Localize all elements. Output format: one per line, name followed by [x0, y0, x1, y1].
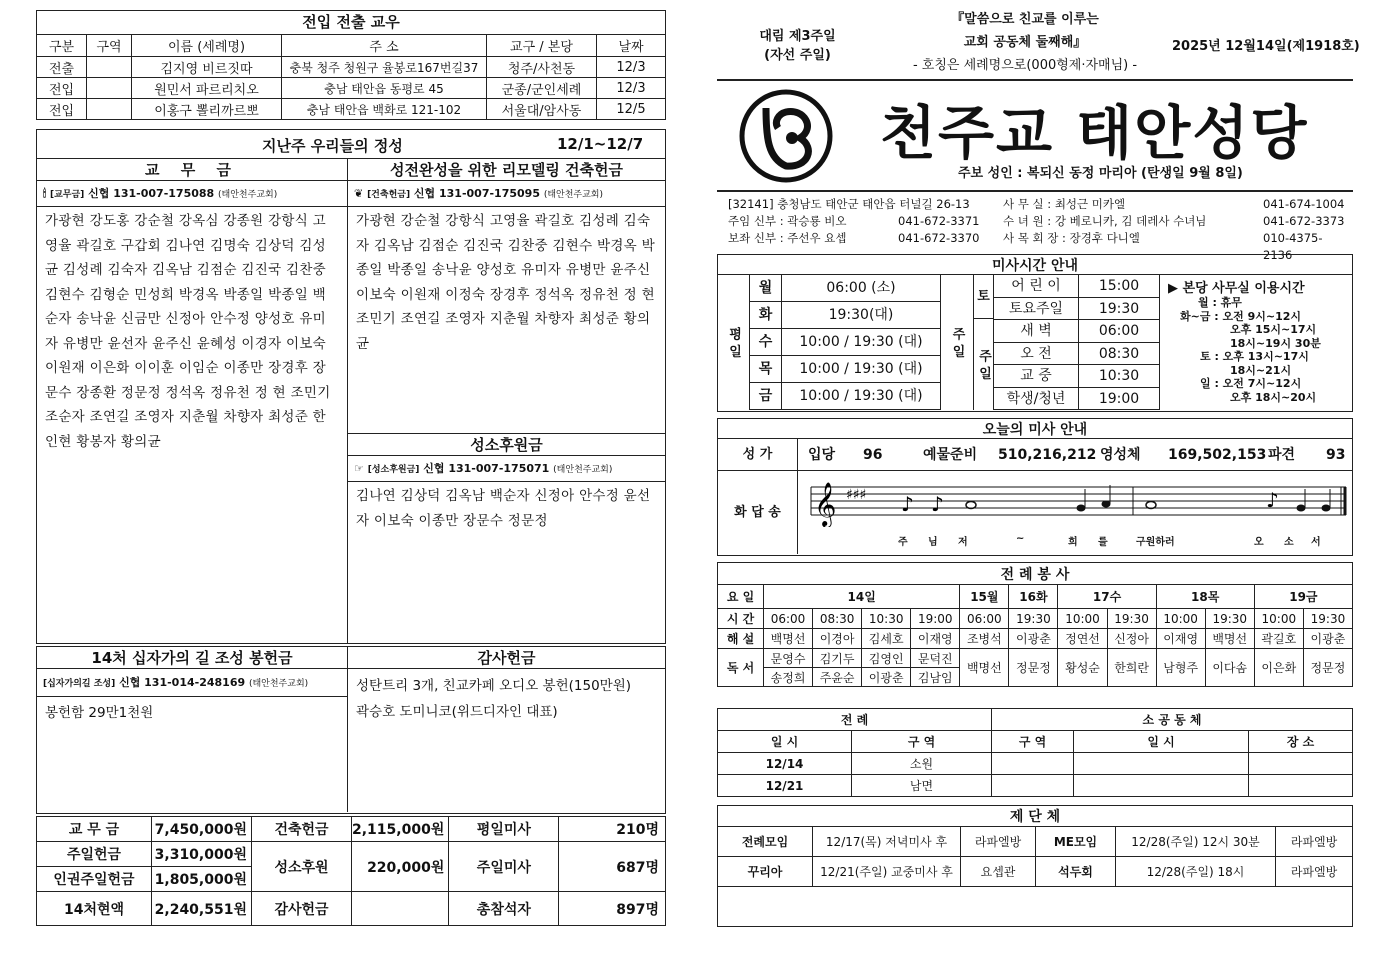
office-hours-line: 토 : 오후 13시~17시 — [1200, 350, 1309, 363]
reader: 주윤순 — [813, 668, 862, 687]
transfer-header: 주 소 — [282, 35, 487, 57]
transfer-header: 이름 (세례명) — [132, 35, 282, 57]
reader: 김영인 — [862, 649, 911, 668]
transfer-cell: 이홍구 뽈리까르뽀 — [132, 99, 282, 120]
building-title: 성전완성을 위한 리모델링 건축헌금 — [348, 159, 665, 181]
liturgy-time: 19:30 — [1107, 609, 1156, 629]
sunday-mass-row: 오 전 08:30 — [994, 343, 1159, 366]
offering-period: 12/1~12/7 — [557, 135, 644, 153]
week-title: 대림 제3주일 — [759, 29, 836, 44]
sunday-mass-row: 토요주일 19:30 — [994, 298, 1159, 321]
reader: 김남임 — [911, 668, 960, 687]
lyric-syllable: 님 — [928, 537, 938, 548]
transfer-cell: 청주/사천동 — [487, 57, 597, 78]
commentator: 이광춘 — [1009, 629, 1058, 649]
reader: 문영수 — [764, 649, 813, 668]
sunday-mass-row: 교 중 10:30 — [994, 365, 1159, 388]
commentator: 정연선 — [1058, 629, 1107, 649]
building-bank: ❦ [건축헌금] 신협 131-007-175095 (태안천주교회) — [348, 181, 665, 207]
reader: 한희란 — [1107, 649, 1156, 687]
mass-times: 미사시간 안내 평 일 월 06:00 (소) 화 19:30(대) 수 10:00 / 19:30 (대) 목 10:00 / 19:30 (대) 금 10:00 / 19:30 (대) 주 일 토 주 일 어 린 이 15:00 토요주일 19:30 새 벽 06:00 오 전 08:30 교 중 10:30 학생/청년 19:00 ▶ 본당 사무실 이용시간 월 : 휴무 화~금 : 오전 9시~12시 오후 15시~17시 18시~19시 30분 토 : 오후 13시~17시 18시~21시 일 : 오전 7시~12시 오후 18시~20시 — [717, 254, 1353, 412]
groups-table — [717, 805, 1353, 927]
svg-text:♪: ♪ — [901, 492, 914, 516]
transfer-cell: 12/3 — [597, 57, 666, 78]
commentator: 백명선 — [764, 629, 813, 649]
motto: 『말씀으로 친교를 이루는 교회 공동체 둘째해』 - 호칭은 세례명으로(000형제·자매님) - — [885, 8, 1165, 77]
reader: 정문정 — [1009, 649, 1058, 687]
liturgy-time: 19:00 — [911, 609, 960, 629]
office-hours-line: 화~금 : 오전 9시~12시 — [1180, 309, 1302, 323]
weekday-mass-row: 금 10:00 / 19:30 (대) — [750, 383, 940, 410]
reader: 김기두 — [813, 649, 862, 668]
liturgy-day: 18목 — [1156, 585, 1254, 609]
summary-table: 교 무 금 7,450,000원 건축헌금 2,115,000원 평일미사 210명 주일헌금 3,310,000원 성소후원 220,000원 주일미사 687명 인권주일헌금 1,805,000원 14처현액 2,240,551원 감사헌금 총참석자 897명 — [36, 816, 666, 926]
reader: 이다솜 — [1205, 649, 1254, 687]
transfer-row — [37, 99, 666, 120]
commentator: 조병석 — [960, 629, 1009, 649]
transfer-table — [36, 34, 666, 120]
liturgy-time: 10:00 — [1254, 609, 1303, 629]
community-row: 12/14 소원 — [718, 753, 1353, 775]
sunday-mass-row: 어 린 이 15:00 — [994, 275, 1159, 298]
week-info — [750, 25, 845, 63]
lyric-syllable: 저 — [958, 537, 968, 548]
hand-icon: ☞ — [354, 462, 364, 475]
patron: 주보 성인 : 복되신 동정 마리아 (탄생일 9월 8일) — [958, 166, 1243, 181]
office-hours-line: 일 : 오전 7시~12시 — [1200, 377, 1302, 390]
transfer-header: 구분 — [37, 35, 87, 57]
transfer-cell: 김지영 비르짓따 — [132, 57, 282, 78]
commentator: 이경아 — [813, 629, 862, 649]
office-hours-line: 월 : 휴무 — [1198, 296, 1242, 309]
commentator: 곽길호 — [1254, 629, 1303, 649]
transfer-cell: 12/5 — [597, 99, 666, 120]
kyomu-title: 교 무 금 — [37, 159, 347, 181]
transfer-row — [37, 57, 666, 78]
lyric-syllable: 주 — [898, 537, 908, 548]
community-row: 12/21 남면 — [718, 775, 1353, 797]
weekday-mass-row: 화 19:30(대) — [750, 302, 940, 329]
commentator: 이재영 — [1156, 629, 1205, 649]
transfer-cell: 서울대/암사동 — [487, 99, 597, 120]
weekday-mass-row: 목 10:00 / 19:30 (대) — [750, 356, 940, 383]
reader: 이은화 — [1254, 649, 1303, 687]
lyric-syllable: 소 — [1284, 537, 1294, 548]
church-title: 천주교 태안성당 — [880, 99, 1309, 167]
offering-title: 지난주 우리들의 정성 — [262, 137, 403, 155]
svg-text:𝄞: 𝄞 — [814, 482, 837, 526]
liturgy-day: 15월 — [960, 585, 1009, 609]
liturgy-time: 08:30 — [813, 609, 862, 629]
transfer-row — [37, 78, 666, 99]
weekday-mass-row: 수 10:00 / 19:30 (대) — [750, 329, 940, 356]
reader: 황성순 — [1058, 649, 1107, 687]
community-table: 전 례 소 공 동 체 일 시 구 역 구 역 일 시 장 소 12/14 소원 12/21 남면 — [717, 708, 1353, 797]
lyric-syllable: ~ — [1016, 533, 1025, 544]
cross-text: 봉헌함 29만1천원 — [45, 705, 154, 721]
issue-date: 2025년 12월14일(제1918호) — [1172, 39, 1360, 54]
svg-text:♪: ♪ — [1266, 488, 1279, 512]
sunday-mass-row: 새 벽 06:00 — [994, 320, 1159, 343]
transfer-header: 날짜 — [597, 35, 666, 57]
reader: 이광춘 — [862, 668, 911, 687]
svg-text:♯♯♯: ♯♯♯ — [846, 487, 867, 503]
sacred-names: 김나연 김상덕 김옥남 백순자 신정아 안수정 윤선자 이보숙 이종만 장문수 정문정 — [356, 488, 651, 529]
transfer-cell: 군종/군인세례 — [487, 78, 597, 99]
liturgy-time: 19:30 — [1205, 609, 1254, 629]
transfer-cell: 전입 — [37, 78, 87, 99]
liturgy-time: 19:30 — [1303, 609, 1352, 629]
liturgy-day: 14일 — [764, 585, 960, 609]
transfer-cell: 전출 — [37, 57, 87, 78]
commentator: 이광춘 — [1303, 629, 1352, 649]
thanks-title: 감사헌금 — [348, 647, 665, 669]
week-sub: (자선 주일) — [764, 48, 831, 63]
transfer-header: 구역 — [87, 35, 132, 57]
transfer-cell: 충남 태안읍 동평로 45 — [282, 78, 487, 99]
office-hours-line: 오후 18시~20시 — [1230, 390, 1317, 404]
cross-thanks-section — [36, 646, 666, 814]
sacred-bank: ☞ [성소후원금] 신협 131-007-175071 (태안천주교회) — [348, 456, 665, 482]
kyomu-names: 가광현 강도홍 강순철 강옥심 강종원 강항식 고영율 곽길호 구갑회 김나연 김명숙 김상덕 김성균 김성례 김숙자 김옥남 김점순 김진국 김찬중 김현수 김형순 민성희 박경옥 박종일 박종일 백순자 송낙윤 신금만 신정아 안수정 양성호 유미자 유병만 윤선자 윤주신 윤혜성 이경자 이보숙 이원재 이은화 이이훈 이임순 이종만 장경후 장문수 장종환 정문정 정석옥 정유천 정 현 조민기 조순자 조연길 조영자 지춘월 차향자 최성준 한인현 황봉자 황의균 — [45, 213, 331, 450]
sacred-title: 성소후원금 — [348, 434, 665, 456]
building-names: 가광현 강순철 강항식 고영율 곽길호 김성례 김숙자 김옥남 김점순 김진국 김찬중 김현수 박경옥 박종일 박종일 송낙윤 양성호 유미자 유병만 윤주신 이보숙 이원재 이정숙 장경후 정석옥 정유천 정 현 조민기 조연길 조영자 지춘월 차향자 최성준 황의균 — [356, 213, 655, 352]
offering-section — [36, 129, 666, 644]
lyric-syllable: 오 — [1254, 537, 1264, 548]
liturgy-time: 19:30 — [1009, 609, 1058, 629]
liturgy-time: 06:00 — [764, 609, 813, 629]
candle-icon: 🕯 — [43, 187, 47, 200]
hands-icon: ❦ — [354, 187, 364, 200]
transfer-cell: 원민서 파르리치오 — [132, 78, 282, 99]
liturgy-day: 16화 — [1009, 585, 1058, 609]
commentator: 백명선 — [1205, 629, 1254, 649]
office-hours-line: 18시~21시 — [1230, 363, 1292, 377]
svg-text:♪: ♪ — [931, 492, 944, 516]
lyric-syllable: 구원하러 — [1136, 537, 1175, 548]
psalm-score — [806, 477, 1351, 552]
cross-title: 14처 십자가의 길 조성 봉헌금 — [37, 647, 347, 669]
commentator: 김세호 — [862, 629, 911, 649]
transfer-header: 교구 / 본당 — [487, 35, 597, 57]
lyric-syllable: 희 — [1068, 537, 1078, 548]
transfer-section — [36, 10, 666, 120]
group-row: 전례모임 12/17(목) 저녁미사 후 라파엘방 ME모임 12/28(주일) 12시 30분 라파엘방 — [718, 827, 1353, 857]
thanks-line: 성탄트리 3개, 친교카페 오디오 봉헌(150만원) — [356, 678, 632, 694]
office-hours-title: ▶ 본당 사무실 이용시간 — [1168, 281, 1305, 296]
transfer-cell: 전입 — [37, 99, 87, 120]
thanks-line: 곽승호 도미니코(위드디자인 대표) — [356, 704, 558, 720]
lyric-syllable: 를 — [1098, 537, 1108, 548]
transfer-cell — [87, 78, 132, 99]
groups-title: 제 단 체 — [718, 806, 1353, 827]
reader: 남형주 — [1156, 649, 1205, 687]
transfer-cell — [87, 57, 132, 78]
commentator: 신정아 — [1107, 629, 1156, 649]
group-row: 꾸리아 12/21(주일) 교중미사 후 요셉관 석두회 12/28(주일) 18시 라파엘방 — [718, 857, 1353, 887]
kyomu-bank: 🕯 [교무금] 신협 131-007-175088 (태안천주교회) — [37, 181, 347, 207]
reader: 백명선 — [960, 649, 1009, 687]
liturgy-day: 19금 — [1254, 585, 1352, 609]
sunday-mass-row: 학생/청년 19:00 — [994, 388, 1159, 411]
liturgy-table: 전 례 봉 사 요 일 14일 15월 16화 17수 18목 19금 시 간 06:00 08:30 10:30 19:00 06:00 19:30 10:00 19:30 10:00 19:30 10:00 19:30 해 설 백명선 이경아 김세호 이재영 조병석 이광춘 정연선 신정아 이재영 백명선 곽길호 이광춘 독 서 문영수 김기두 김영인 문덕진 백명선 정문정 황성순 한희란 남형주 이다솜 이은화 정문정 송정희 주윤순 이광춘 김남임 — [717, 562, 1353, 687]
office-hours-line: 오후 15시~17시 — [1230, 323, 1317, 336]
transfer-title: 전입 전출 교우 — [36, 10, 666, 34]
transfer-cell — [87, 99, 132, 120]
liturgy-time: 06:00 — [960, 609, 1009, 629]
liturgy-time: 10:00 — [1058, 609, 1107, 629]
weekday-mass-row: 월 06:00 (소) — [750, 275, 940, 302]
mass-times-title: 미사시간 안내 — [718, 255, 1352, 275]
today-mass: 오늘의 미사 안내 성 가 입당 96 예물준비 510,216,212 영성체 169,502,153 파견 93 화 답 송 𝄞 ♯♯♯ ♪ ♪ ♪ 주 님 저 ~ 희 를 구원하러 오 소 서 — [717, 418, 1353, 556]
reader: 문덕진 — [911, 649, 960, 668]
commentator: 이재영 — [911, 629, 960, 649]
transfer-cell: 충북 청주 청원구 율봉로167번길37 — [282, 57, 487, 78]
transfer-cell: 충남 태안읍 백화로 121-102 — [282, 99, 487, 120]
lyric-syllable: 서 — [1311, 537, 1321, 548]
reader: 송정희 — [764, 668, 813, 687]
office-hours-line: 18시~19시 30분 — [1230, 336, 1321, 350]
liturgy-time: 10:30 — [862, 609, 911, 629]
liturgy-time: 10:00 — [1156, 609, 1205, 629]
church-logo-icon — [738, 88, 834, 184]
cross-bank: [십자가의길 조성] 신협 131-014-248169 (태안천주교회) — [37, 669, 347, 697]
today-mass-title: 오늘의 미사 안내 — [718, 419, 1352, 439]
liturgy-title: 전 례 봉 사 — [718, 563, 1353, 585]
reader: 정문정 — [1303, 649, 1352, 687]
name-note: - 호칭은 세례명으로(000형제·자매님) - — [912, 58, 1138, 73]
transfer-cell: 12/3 — [597, 78, 666, 99]
liturgy-day: 17수 — [1058, 585, 1156, 609]
